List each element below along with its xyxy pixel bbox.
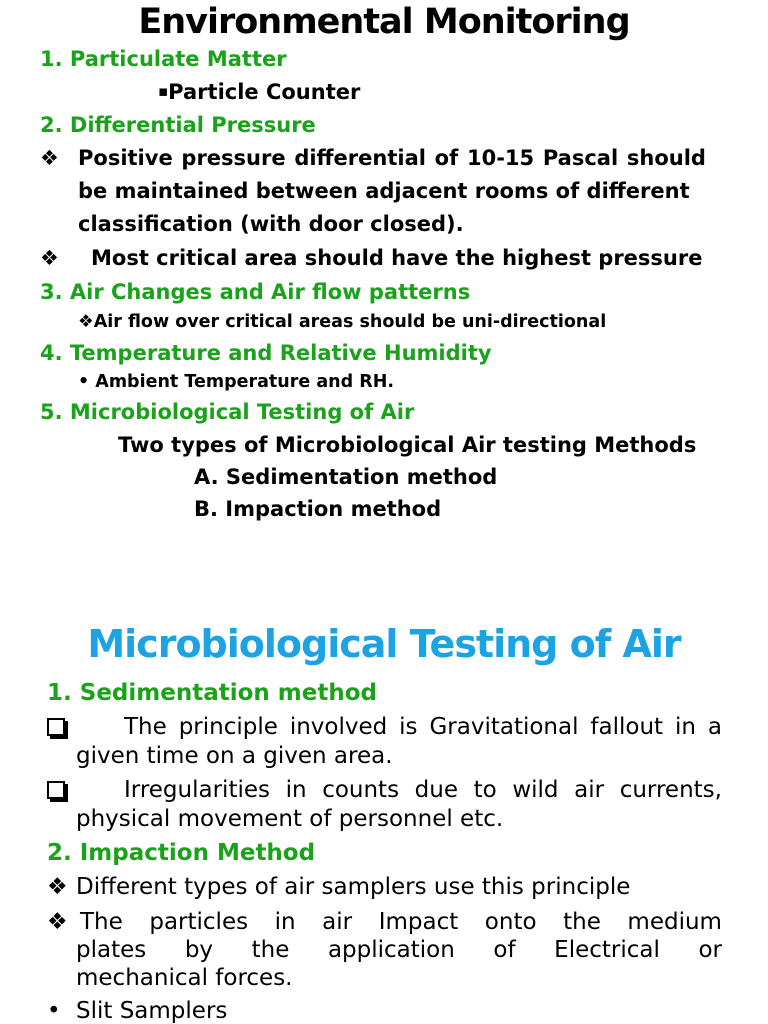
word: application [327,937,455,963]
word: fallout [590,714,664,740]
word: plates [76,937,147,963]
word: in [674,714,696,740]
paragraph-line: Most critical area should have the highest pressure [91,246,703,270]
list-item-label: Particle Counter [168,80,361,104]
word: Electrical [554,937,660,963]
word: the [563,909,601,935]
slide2-title: Microbiological Testing of Air [87,622,681,666]
word: Positive [78,146,173,170]
paragraph-line [124,714,722,740]
diamond-bullet-icon: ❖ [40,146,59,170]
dot-bullet-icon: • [47,998,61,1024]
word: a [707,714,722,740]
paragraph-line: mechanical forces. [76,965,293,991]
list-item-airflow: ❖Air flow over critical areas should be uni-directional [78,312,607,332]
word: The [80,909,123,935]
paragraph-line: Different types of air samplers use this principle [76,874,631,900]
slide1-title: Environmental Monitoring [138,2,630,42]
list-item-slit-samplers: Slit Samplers [76,998,228,1024]
word: The [124,714,167,740]
heading-sedimentation-method: 1. Sedimentation method [47,680,377,706]
word: onto [484,909,537,935]
square-bullet-icon: ▪ [158,82,169,100]
word: counts [322,777,400,803]
word: the [251,937,290,963]
paragraph-line: be maintained between adjacent rooms of different [78,179,690,203]
heading-air-changes: 3. Air Changes and Air flow patterns [40,280,471,304]
diamond-bullet-icon: ❖ [40,246,59,270]
word: is [399,714,418,740]
paragraph-line [76,937,722,963]
word: air [574,777,605,803]
diamond-bullet-icon: ❖ [47,909,68,935]
word: differential [294,146,426,170]
word: medium [627,909,722,935]
heading-microbiological-testing: 5. Microbiological Testing of Air [40,400,415,424]
word: Gravitational [429,714,579,740]
paragraph-line: physical movement of personnel etc. [76,806,504,832]
paragraph-line: given time on a given area. [76,743,393,769]
paragraph-line: classification (with door closed). [78,212,464,236]
square-checkbox-bullet-icon [47,781,65,803]
heading-differential-pressure: 2. Differential Pressure [40,113,316,137]
word: currents, [619,777,722,803]
list-item-ambient: • Ambient Temperature and RH. [78,372,394,392]
list-item-sedimentation: A. Sedimentation method [194,465,498,489]
heading-impaction-method: 2. Impaction Method [47,840,316,866]
word: of [434,146,459,170]
word: air [322,909,353,935]
paragraph-line [124,777,722,803]
word: Irregularities [124,777,270,803]
paragraph-line [80,909,722,935]
word: wild [512,777,559,803]
word: should [626,146,706,170]
word: in [285,777,307,803]
word: or [698,937,722,963]
list-item-particle-counter [158,80,360,104]
word: Impact [378,909,459,935]
word: due [414,777,458,803]
heading-particulate-matter: 1. Particulate Matter [40,47,287,71]
diamond-bullet-icon: ❖ [47,874,68,900]
word: to [473,777,497,803]
word: Pascal [542,146,619,170]
word: in [274,909,296,935]
square-checkbox-bullet-icon [47,718,65,740]
word: involved [289,714,388,740]
word: by [184,937,214,963]
word: of [493,937,516,963]
word: 10-15 [466,146,535,170]
list-item-impaction: B. Impaction method [194,497,442,521]
word: particles [149,909,249,935]
heading-temperature-humidity: 4. Temperature and Relative Humidity [40,341,492,365]
word: pressure [181,146,286,170]
paragraph-line: Two types of Microbiological Air testing Methods [118,433,697,457]
word: principle [178,714,278,740]
paragraph-line [78,146,706,170]
